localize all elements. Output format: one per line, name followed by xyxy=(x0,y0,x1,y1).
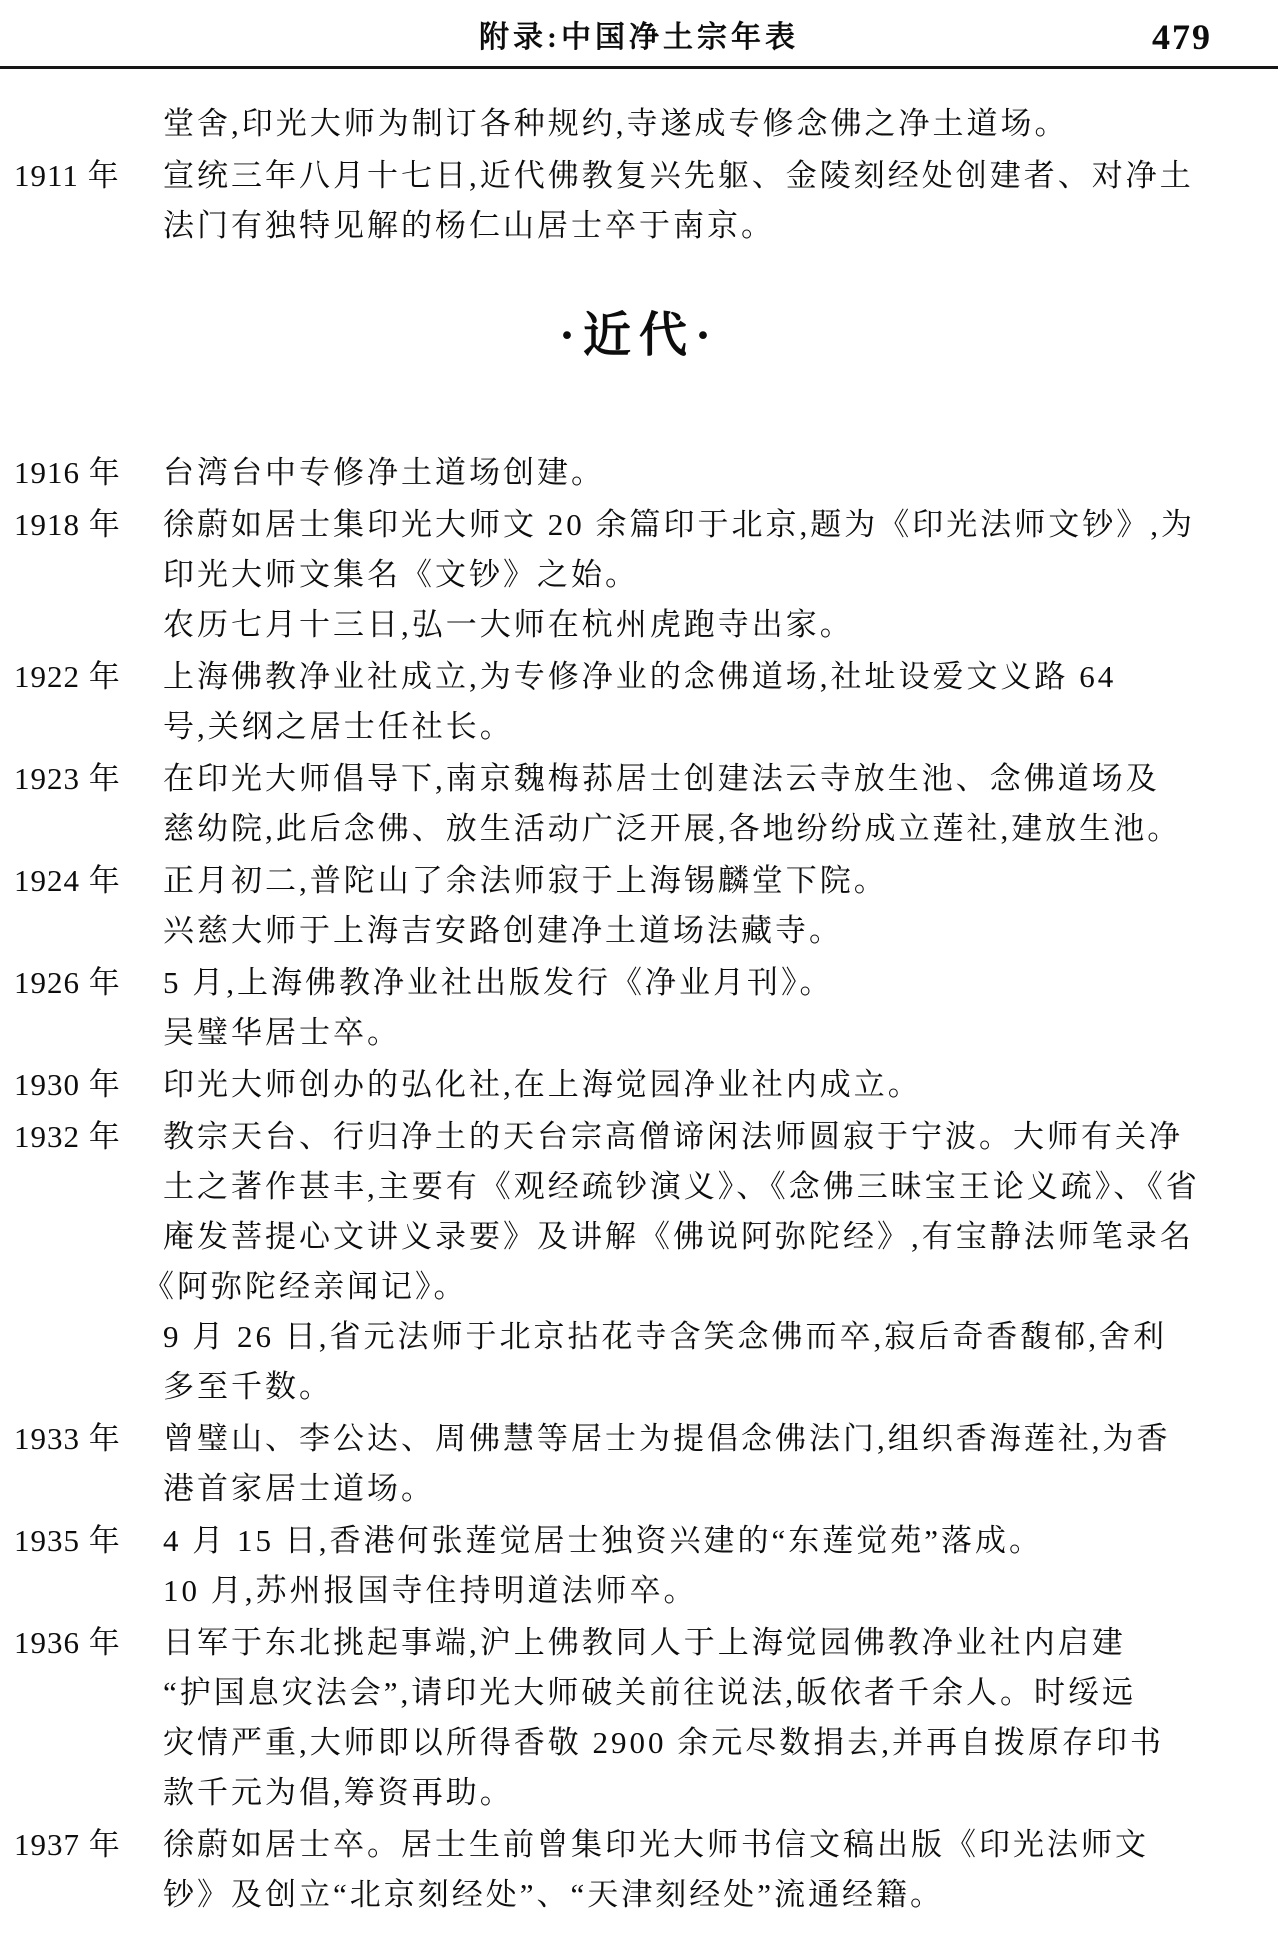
year-label: 1926 年 xyxy=(14,965,121,1000)
timeline-entry xyxy=(0,652,1278,752)
entry-line: 5 月,上海佛教净业社出版发行《净业月刊》。 xyxy=(163,965,834,1000)
page-header xyxy=(0,0,1278,66)
timeline-entry xyxy=(0,500,1278,650)
timeline-entry xyxy=(0,1618,1278,1818)
timeline-entry xyxy=(0,958,1278,1058)
entry-line: 10 月,苏州报国寺住持明道法师卒。 xyxy=(163,1573,698,1608)
timeline-entry xyxy=(0,1414,1278,1514)
entry-lines xyxy=(163,1820,1278,1920)
entry-line: 上海佛教净业社成立,为专修净业的念佛道场,社址设爱文义路 64 xyxy=(163,659,1117,694)
timeline-entry xyxy=(0,1112,1278,1412)
entry-line: 印光大师文集名《文钞》之始。 xyxy=(163,557,639,592)
section-heading: ·近代· xyxy=(558,309,720,362)
year-label: 1936 年 xyxy=(14,1625,121,1660)
year-label: 1922 年 xyxy=(14,659,121,694)
year-label: 1911 年 xyxy=(14,158,120,193)
timeline-entry xyxy=(0,754,1278,854)
entry-line: 土之著作甚丰,主要有《观经疏钞演义》、《念佛三昧宝王论义疏》、《省 xyxy=(163,1169,1200,1204)
page-number: 479 xyxy=(1152,17,1212,57)
header-title: 附录:中国净土宗年表 xyxy=(479,21,799,54)
entry-line: “护国息灾法会”,请印光大师破关前往说法,皈依者千余人。时绥远 xyxy=(163,1675,1137,1710)
entry-lines xyxy=(163,1414,1278,1514)
year-label: 1932 年 xyxy=(14,1119,121,1154)
entry-line: 堂舍,印光大师为制订各种规约,寺遂成专修念佛之净土道场。 xyxy=(163,106,1069,141)
entry-line: 农历七月十三日,弘一大师在杭州虎跑寺出家。 xyxy=(163,607,854,642)
entry-lines xyxy=(163,754,1278,854)
entry-lines xyxy=(163,1618,1278,1818)
year-label: 1935 年 xyxy=(14,1523,121,1558)
entry-line: 港首家居士道场。 xyxy=(163,1471,435,1506)
entry-line: 在印光大师倡导下,南京魏梅荪居士创建法云寺放生池、念佛道场及 xyxy=(163,761,1160,796)
chronology-content xyxy=(0,69,1278,1920)
entry-line: 教宗天台、行归净土的天台宗高僧谛闲法师圆寂于宁波。大师有关净 xyxy=(163,1119,1183,1154)
entry-line: 号,关纲之居士任社长。 xyxy=(163,709,514,744)
year-label xyxy=(0,99,163,149)
entry-line: 《阿弥陀经亲闻记》。 xyxy=(143,1269,468,1304)
entry-lines xyxy=(163,448,1278,498)
entry-line: 台湾台中专修净土道场创建。 xyxy=(163,455,605,490)
entry-line: 法门有独特见解的杨仁山居士卒于南京。 xyxy=(163,208,775,243)
entry-line: 款千元为倡,筹资再助。 xyxy=(163,1775,514,1810)
timeline-entry xyxy=(0,151,1278,251)
entry-lines xyxy=(163,500,1278,650)
entry-line: 慈幼院,此后念佛、放生活动广泛开展,各地纷纷成立莲社,建放生池。 xyxy=(163,811,1182,846)
entry-lines xyxy=(163,958,1278,1058)
timeline-entry xyxy=(0,1516,1278,1616)
timeline-entry xyxy=(0,1060,1278,1110)
entry-line: 徐蔚如居士卒。居士生前曾集印光大师书信文稿出版《印光法师文 xyxy=(163,1827,1149,1862)
entry-line: 9 月 26 日,省元法师于北京拈花寺含笑念佛而卒,寂后奇香馥郁,舍利 xyxy=(163,1319,1167,1354)
timeline-entry xyxy=(0,99,1278,149)
entry-line: 钞》及创立“北京刻经处”、“天津刻经处”流通经籍。 xyxy=(163,1877,945,1912)
entry-line: 多至千数。 xyxy=(163,1369,333,1404)
year-label: 1923 年 xyxy=(14,761,121,796)
timeline-entry xyxy=(0,856,1278,956)
year-label: 1937 年 xyxy=(14,1827,121,1862)
entry-lines xyxy=(163,151,1278,251)
entry-lines xyxy=(163,652,1278,752)
timeline-entry xyxy=(0,1820,1278,1920)
year-label: 1918 年 xyxy=(14,507,121,542)
entry-lines xyxy=(143,1112,1278,1412)
entry-lines xyxy=(163,856,1278,956)
entry-line: 宣统三年八月十七日,近代佛教复兴先躯、金陵刻经处创建者、对净土 xyxy=(163,158,1194,193)
entry-line: 庵发菩提心文讲义录要》及讲解《佛说阿弥陀经》,有宝静法师笔录名 xyxy=(163,1219,1194,1254)
entry-lines xyxy=(163,1516,1278,1616)
entry-line: 曾璧山、李公达、周佛慧等居士为提倡念佛法门,组织香海莲社,为香 xyxy=(163,1421,1171,1456)
entry-lines xyxy=(163,99,1278,149)
entry-line: 印光大师创办的弘化社,在上海觉园净业社内成立。 xyxy=(163,1067,922,1102)
entry-line: 正月初二,普陀山了余法师寂于上海锡麟堂下院。 xyxy=(163,863,888,898)
entry-line: 徐蔚如居士集印光大师文 20 余篇印于北京,题为《印光法师文钞》,为 xyxy=(163,507,1195,542)
entry-line: 4 月 15 日,香港何张莲觉居士独资兴建的“东莲觉苑”落成。 xyxy=(163,1523,1044,1558)
year-label: 1930 年 xyxy=(14,1067,121,1102)
year-label: 1924 年 xyxy=(14,863,121,898)
year-label: 1933 年 xyxy=(14,1421,121,1456)
entry-line: 灾情严重,大师即以所得香敬 2900 余元尽数捐去,并再自拨原存印书 xyxy=(163,1725,1164,1760)
entry-lines xyxy=(163,1060,1278,1110)
timeline-entry xyxy=(0,448,1278,498)
entry-line: 吴璧华居士卒。 xyxy=(163,1015,401,1050)
entry-line: 兴慈大师于上海吉安路创建净土道场法藏寺。 xyxy=(163,913,843,948)
year-label: 1916 年 xyxy=(14,455,121,490)
entry-line: 日军于东北挑起事端,沪上佛教同人于上海觉园佛教净业社内启建 xyxy=(163,1625,1126,1660)
